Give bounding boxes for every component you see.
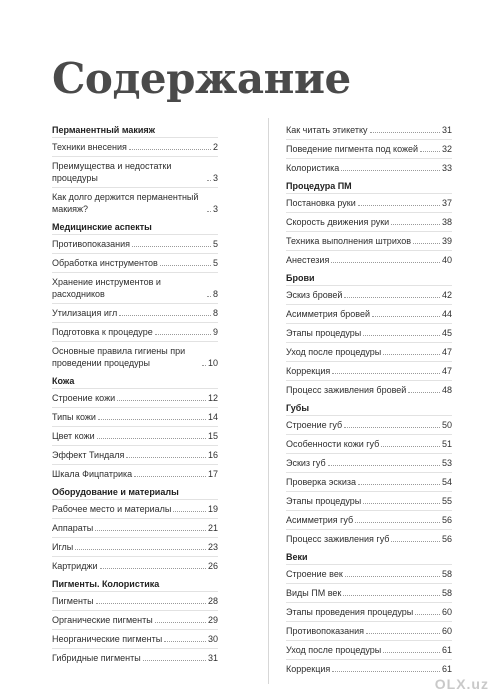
- toc-entry-label: Анестезия: [286, 255, 330, 265]
- toc-page-number: 31: [207, 653, 218, 663]
- toc-entry[interactable]: [52, 388, 218, 407]
- toc-entry-label: Хранение инструментов и расходников: [52, 277, 161, 299]
- toc-entry[interactable]: [52, 537, 218, 556]
- toc-entry-label: Виды ПМ век: [286, 588, 342, 598]
- toc-page-number: 32: [441, 144, 452, 154]
- toc-entry-label: Поведение пигмента под кожей: [286, 144, 419, 154]
- toc-page-number: 30: [207, 634, 218, 644]
- toc-entry-label: Гибридные пигменты: [52, 653, 141, 663]
- toc-page-number: 10: [207, 358, 218, 368]
- toc-entry[interactable]: [286, 640, 452, 659]
- toc-dot-leader: [155, 334, 211, 335]
- toc-entry[interactable]: [286, 285, 452, 304]
- toc-entry-label: Неорганические пигменты: [52, 634, 163, 644]
- toc-entry[interactable]: [286, 323, 452, 342]
- toc-entry-label: Как долго держится перманентный макияж?: [52, 192, 199, 214]
- toc-dot-leader: [355, 522, 440, 523]
- toc-dot-leader: [98, 419, 206, 420]
- toc-entry[interactable]: [52, 445, 218, 464]
- toc-entry[interactable]: [52, 591, 218, 610]
- toc-page-number: 42: [441, 290, 452, 300]
- toc-column-left: [52, 121, 218, 667]
- toc-entry[interactable]: [286, 158, 452, 177]
- toc-entry-label: Колористика: [286, 163, 340, 173]
- toc-entry-label: Строение губ: [286, 420, 343, 430]
- toc-entry-label: Процесс заживления бровей: [286, 385, 407, 395]
- toc-entry-label: Картриджи: [52, 561, 98, 571]
- toc-dot-leader: [343, 595, 440, 596]
- toc-entry[interactable]: [52, 556, 218, 575]
- toc-entry-label: Асимметрия губ: [286, 515, 354, 525]
- toc-dot-leader: [202, 365, 206, 366]
- toc-dot-leader: [143, 660, 206, 661]
- toc-entry[interactable]: [286, 453, 452, 472]
- toc-entry-label: Противопоказания: [286, 626, 365, 636]
- toc-page-number: 44: [441, 309, 452, 319]
- toc-page-number: 28: [207, 596, 218, 606]
- toc-page-number: 26: [207, 561, 218, 571]
- toc-dot-leader: [95, 530, 206, 531]
- toc-page-number: 50: [441, 420, 452, 430]
- toc-entry[interactable]: [52, 629, 218, 648]
- toc-entry[interactable]: [286, 434, 452, 453]
- toc-dot-leader: [117, 400, 206, 401]
- toc-page-number: 51: [441, 439, 452, 449]
- toc-dot-leader: [383, 652, 440, 653]
- toc-entry[interactable]: [286, 529, 452, 548]
- toc-entry[interactable]: [286, 659, 452, 678]
- toc-dot-leader: [332, 671, 440, 672]
- toc-column-right: [286, 121, 452, 678]
- toc-dot-leader: [345, 576, 440, 577]
- toc-dot-leader: [420, 151, 440, 152]
- toc-page-number: 60: [441, 626, 452, 636]
- toc-dot-leader: [381, 446, 440, 447]
- toc-entry[interactable]: [286, 583, 452, 602]
- toc-entry-label: Этапы процедуры: [286, 496, 362, 506]
- toc-section-heading: Процедура ПМ: [286, 181, 352, 191]
- toc-entry[interactable]: [52, 518, 218, 537]
- toc-dot-leader: [358, 484, 440, 485]
- toc-page-number: 40: [441, 255, 452, 265]
- toc-entry-label: Особенности кожи губ: [286, 439, 380, 449]
- toc-dot-leader: [383, 354, 440, 355]
- toc-section-heading: Веки: [286, 552, 308, 562]
- toc-page-number: 58: [441, 569, 452, 579]
- toc-dot-leader: [363, 503, 440, 504]
- toc-entry-label: Строение век: [286, 569, 343, 579]
- watermark: OLX.uz: [434, 676, 489, 692]
- toc-entry-label: Преимущества и недостатки процедуры: [52, 161, 172, 183]
- toc-entry-label: Эскиз губ: [286, 458, 326, 468]
- toc-page-number: 5: [212, 239, 218, 249]
- toc-dot-leader: [332, 373, 440, 374]
- toc-dot-leader: [132, 246, 211, 247]
- toc-section-heading: Пигменты. Колористика: [52, 579, 160, 589]
- toc-section-heading: Брови: [286, 273, 315, 283]
- toc-entry[interactable]: [52, 234, 218, 253]
- toc-entry-label: Эффект Тиндаля: [52, 450, 125, 460]
- toc-entry[interactable]: [286, 564, 452, 583]
- toc-page-number: 60: [441, 607, 452, 617]
- toc-dot-leader: [372, 316, 440, 317]
- toc-dot-leader: [413, 243, 440, 244]
- toc-page-number: 31: [441, 125, 452, 135]
- toc-dot-leader: [119, 315, 211, 316]
- toc-page-number: 45: [441, 328, 452, 338]
- toc-section-heading: Оборудование и материалы: [52, 487, 179, 497]
- toc-entry-label: Строение кожи: [52, 393, 116, 403]
- toc-entry[interactable]: [52, 322, 218, 341]
- toc-dot-leader: [134, 476, 206, 477]
- toc-entry[interactable]: [52, 303, 218, 322]
- toc-entry[interactable]: [286, 361, 452, 380]
- toc-entry[interactable]: [286, 380, 452, 399]
- toc-entry[interactable]: [52, 187, 218, 218]
- toc-page-number: 53: [441, 458, 452, 468]
- toc-entry-label: Проверка эскиза: [286, 477, 357, 487]
- toc-section-heading: Медицинские аспекты: [52, 222, 152, 232]
- toc-entry[interactable]: [286, 415, 452, 434]
- toc-dot-leader: [344, 427, 440, 428]
- toc-page-number: 56: [441, 534, 452, 544]
- toc-entry-label: Эскиз бровей: [286, 290, 343, 300]
- toc-page-number: 38: [441, 217, 452, 227]
- toc-entry-label: Постановка руки: [286, 198, 356, 208]
- toc-entry[interactable]: [52, 272, 218, 303]
- toc-page-number: 5: [212, 258, 218, 268]
- toc-page-number: 16: [207, 450, 218, 460]
- toc-entry[interactable]: [52, 610, 218, 629]
- toc-dot-leader: [328, 465, 440, 466]
- toc-dot-leader: [331, 262, 440, 263]
- toc-dot-leader: [155, 622, 206, 623]
- toc-entry[interactable]: [286, 121, 452, 139]
- toc-page-number: 48: [441, 385, 452, 395]
- toc-entry-label: Техники внесения: [52, 142, 127, 152]
- toc-dot-leader: [207, 180, 211, 181]
- toc-page-number: 12: [207, 393, 218, 403]
- toc-dot-leader: [408, 392, 440, 393]
- toc-entry[interactable]: [52, 156, 218, 187]
- toc-entry-label: Уход после процедуры: [286, 645, 382, 655]
- toc-entry-label: Иглы: [52, 542, 74, 552]
- toc-dot-leader: [391, 541, 440, 542]
- toc-entry[interactable]: [52, 464, 218, 483]
- toc-entry-label: Рабочее место и материалы: [52, 504, 172, 514]
- toc-entry-label: Шкала Фицпатрика: [52, 469, 133, 479]
- toc-page-number: 39: [441, 236, 452, 246]
- toc-dot-leader: [366, 633, 440, 634]
- toc-entry[interactable]: [286, 621, 452, 640]
- toc-dot-leader: [164, 641, 206, 642]
- toc-entry[interactable]: [286, 304, 452, 323]
- toc-entry[interactable]: [286, 472, 452, 491]
- toc-entry-label: Подготовка к процедуре: [52, 327, 153, 337]
- toc-dot-leader: [207, 211, 211, 212]
- toc-dot-leader: [391, 224, 440, 225]
- toc-entry[interactable]: [52, 407, 218, 426]
- toc-page-number: 21: [207, 523, 218, 533]
- toc-entry[interactable]: [286, 231, 452, 250]
- toc-entry[interactable]: [286, 193, 452, 212]
- toc-dot-leader: [100, 568, 206, 569]
- toc-dot-leader: [341, 170, 440, 171]
- toc-entry[interactable]: [286, 342, 452, 361]
- toc-entry[interactable]: [52, 341, 218, 372]
- toc-page-number: 17: [207, 469, 218, 479]
- toc-dot-leader: [129, 149, 211, 150]
- toc-page-number: 47: [441, 347, 452, 357]
- toc-page-number: 37: [441, 198, 452, 208]
- toc-entry[interactable]: [286, 510, 452, 529]
- toc-entry-label: Основные правила гигиены при проведении процедуры: [52, 346, 186, 368]
- toc-entry-label: Асимметрия бровей: [286, 309, 371, 319]
- toc-entry-label: Цвет кожи: [52, 431, 95, 441]
- toc-entry-label: Органические пигменты: [52, 615, 153, 625]
- toc-dot-leader: [96, 603, 206, 604]
- toc-entry-label: Коррекция: [286, 366, 331, 376]
- toc-page-number: 54: [441, 477, 452, 487]
- toc-section-heading: Губы: [286, 403, 310, 413]
- toc-entry[interactable]: [52, 137, 218, 156]
- toc-page-number: 55: [441, 496, 452, 506]
- toc-dot-leader: [207, 296, 211, 297]
- toc-section-heading: Перманентный макияж: [52, 125, 156, 135]
- toc-entry-label: Обработка инструментов: [52, 258, 158, 268]
- toc-entry-label: Этапы проведения процедуры: [286, 607, 414, 617]
- toc-page-number: 2: [212, 142, 218, 152]
- toc-dot-leader: [126, 457, 206, 458]
- toc-entry-label: Техника выполнения штрихов: [286, 236, 412, 246]
- toc-entry[interactable]: [52, 426, 218, 445]
- toc-dot-leader: [370, 132, 440, 133]
- toc-dot-leader: [160, 265, 211, 266]
- toc-entry-label: Процесс заживления губ: [286, 534, 390, 544]
- toc-entry-label: Как читать этикетку: [286, 125, 368, 135]
- toc-entry[interactable]: [52, 648, 218, 667]
- toc-entry[interactable]: [286, 250, 452, 269]
- toc-page-number: 15: [207, 431, 218, 441]
- toc-entry[interactable]: [286, 212, 452, 231]
- toc-entry[interactable]: [286, 602, 452, 621]
- toc-page-number: 23: [207, 542, 218, 552]
- column-divider: [268, 118, 269, 684]
- toc-dot-leader: [363, 335, 440, 336]
- page-title: Содержание: [52, 54, 351, 103]
- toc-dot-leader: [344, 297, 440, 298]
- toc-dot-leader: [75, 549, 206, 550]
- toc-dot-leader: [173, 511, 206, 512]
- toc-page-number: 29: [207, 615, 218, 625]
- toc-entry-label: Утилизация игл: [52, 308, 118, 318]
- toc-page-number: 56: [441, 515, 452, 525]
- toc-entry[interactable]: [286, 491, 452, 510]
- toc-entry[interactable]: [286, 139, 452, 158]
- toc-entry-label: Противопоказания: [52, 239, 131, 249]
- toc-entry[interactable]: [52, 499, 218, 518]
- toc-page-number: 58: [441, 588, 452, 598]
- toc-page-number: 61: [441, 645, 452, 655]
- toc-entry-label: Уход после процедуры: [286, 347, 382, 357]
- toc-page-number: 47: [441, 366, 452, 376]
- toc-entry-label: Коррекция: [286, 664, 331, 674]
- toc-dot-leader: [358, 205, 440, 206]
- toc-entry-label: Пигменты: [52, 596, 94, 606]
- toc-entry-label: Этапы процедуры: [286, 328, 362, 338]
- toc-entry[interactable]: [52, 253, 218, 272]
- toc-page-number: 19: [207, 504, 218, 514]
- toc-dot-leader: [97, 438, 206, 439]
- toc-entry-label: Скорость движения руки: [286, 217, 390, 227]
- toc-page-number: 9: [212, 327, 218, 337]
- toc-dot-leader: [415, 614, 440, 615]
- toc-page-number: 3: [212, 204, 218, 214]
- toc-page-number: 3: [212, 173, 218, 183]
- toc-entry-label: Аппараты: [52, 523, 94, 533]
- toc-section-heading: Кожа: [52, 376, 75, 386]
- toc-page-number: 8: [212, 289, 218, 299]
- toc-page-number: 14: [207, 412, 218, 422]
- toc-entry-label: Типы кожи: [52, 412, 96, 422]
- toc-page-number: 33: [441, 163, 452, 173]
- toc-page-number: 61: [441, 664, 452, 674]
- toc-page-number: 8: [212, 308, 218, 318]
